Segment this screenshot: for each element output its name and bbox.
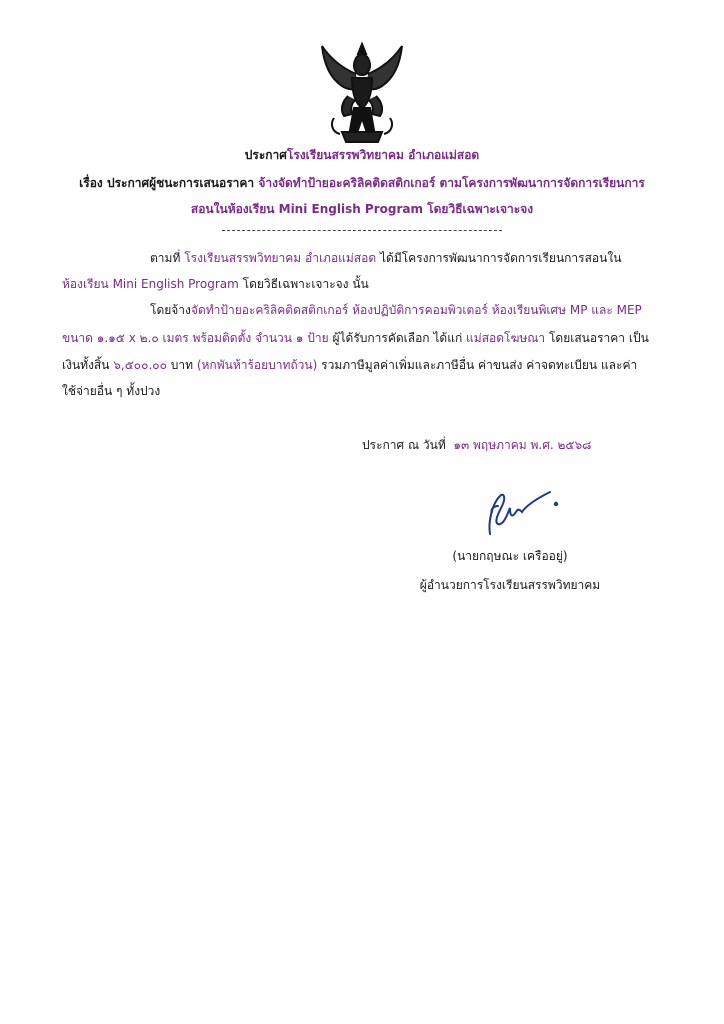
p1-lead: ตามที่	[150, 251, 181, 265]
paragraph-2-line-3	[62, 357, 637, 373]
paragraph-2-line-2	[62, 330, 649, 346]
garuda-emblem-icon	[312, 38, 412, 148]
p2-unit: บาท	[170, 358, 194, 372]
paragraph-1-line-2	[62, 276, 369, 292]
announce-date	[362, 437, 591, 453]
paragraph-2-line-1	[150, 302, 642, 318]
subject-text: จ้างจัดทำป้ายอะคริลิคติดสติกเกอร์ ตามโครงการพัฒนาการจัดการเรียนการ	[258, 176, 645, 190]
p2-selected: ผู้ได้รับการคัดเลือก ได้แก่	[332, 331, 463, 345]
p2-vendor: แม่สอดโฆษณา	[466, 331, 546, 345]
school-name: โรงเรียนสรรพวิทยาคม อำเภอแม่สอด	[286, 148, 480, 162]
p2-offer: โดยเสนอราคา เป็น	[548, 331, 649, 345]
p2-size: ขนาด ๑.๑๕ x ๒.๐ เมตร พร้อมติดตั้ง จำนวน ๑ ป้าย	[62, 331, 329, 345]
subject-prefix: เรื่อง ประกาศผู้ชนะการเสนอราคา	[79, 176, 255, 190]
p2-amount-text: (หกพันห้าร้อยบาทถ้วน)	[196, 358, 318, 372]
title-prefix: ประกาศ	[244, 148, 287, 162]
paragraph-2-line-4: ใช้จ่ายอื่น ๆ ทั้งปวง	[62, 384, 161, 398]
date-label: ประกาศ ณ วันที่	[362, 438, 446, 452]
p2-amount: ๖,๕๐๐.๐๐	[113, 358, 167, 372]
p2-lead: โดยจ้าง	[150, 303, 191, 317]
p1-school: โรงเรียนสรรพวิทยาคม อำเภอแม่สอด	[184, 251, 377, 265]
p2-item: จัดทำป้ายอะคริลิคติดสติกเกอร์ ห้องปฏิบัติการคอมพิวเตอร์ ห้องเรียนพิเศษ MP และ MEP	[190, 303, 642, 317]
announcement-title	[40, 146, 684, 165]
subject-line	[40, 174, 684, 193]
p2-total-label: เงินทั้งสิ้น	[62, 358, 110, 372]
date-value: ๑๓ พฤษภาคม พ.ศ. ๒๕๖๘	[453, 438, 592, 452]
divider	[222, 230, 502, 231]
subject-line-continued: สอนในห้องเรียน Mini English Program โดยวิธีเฉพาะเจาะจง	[190, 202, 534, 216]
p1-program: ห้องเรียน Mini English Program	[62, 277, 239, 291]
p2-tax: รวมภาษีมูลค่าเพิ่มและภาษีอื่น ค่าขนส่ง ค่าจดทะเบียน และค่า	[321, 358, 638, 372]
signatory-position: ผู้อำนวยการโรงเรียนสรรพวิทยาคม	[419, 578, 601, 592]
signature-image	[470, 482, 570, 542]
signatory-name: (นายกฤษณะ เครืออยู่)	[452, 549, 568, 563]
p1-text: ได้มีโครงการพัฒนาการจัดการเรียนการสอนใน	[379, 251, 622, 265]
paragraph-1-line-1	[150, 250, 621, 266]
p1-method: โดยวิธีเฉพาะเจาะจง นั้น	[242, 277, 369, 291]
